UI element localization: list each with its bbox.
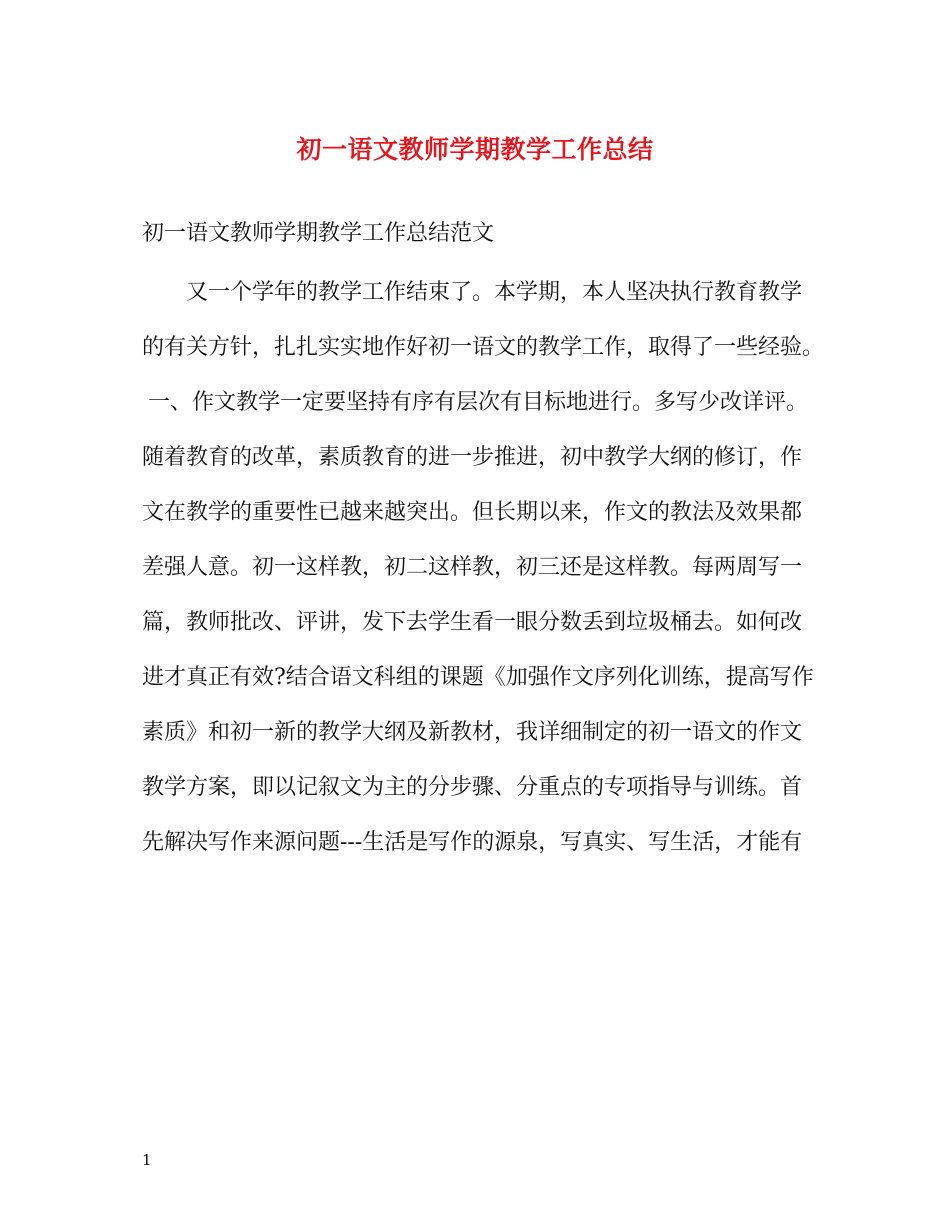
body-line: 差强人意。初一这样教，初二这样教，初三还是这样教。每两周写一 xyxy=(142,555,803,580)
body-line: 文在教学的重要性已越来越突出。但长期以来，作文的教法及效果都 xyxy=(142,500,803,525)
body-line: 先解决写作来源问题---生活是写作的源泉，写真实、写生活，才能有 xyxy=(142,830,803,855)
document-title: 初一语文教师学期教学工作总结 xyxy=(296,135,654,164)
page-number: 1 xyxy=(142,1151,152,1169)
body-line: 一、作文教学一定要坚持有序有层次有目标地进行。多写少改详评。 xyxy=(148,390,809,415)
body-line: 进才真正有效?结合语文科组的课题《加强作文序列化训练，提高写作 xyxy=(142,665,814,690)
body-line: 的有关方针，扎扎实实地作好初一语文的教学工作，取得了一些经验。 xyxy=(142,335,825,360)
body-line: 又一个学年的教学工作结束了。本学期，本人坚决执行教育教学 xyxy=(186,280,803,305)
body-line: 教学方案，即以记叙文为主的分步骤、分重点的专项指导与训练。首 xyxy=(142,775,803,800)
body-line: 篇，教师批改、评讲，发下去学生看一眼分数丢到垃圾桶去。如何改 xyxy=(142,610,803,635)
document-subtitle: 初一语文教师学期教学工作总结范文 xyxy=(142,221,495,246)
document-body xyxy=(142,275,825,880)
body-line: 随着教育的改革，素质教育的进一步推进，初中教学大纲的修订，作 xyxy=(142,445,803,470)
body-line: 素质》和初一新的教学大纲及新教材，我详细制定的初一语文的作文 xyxy=(142,720,803,745)
